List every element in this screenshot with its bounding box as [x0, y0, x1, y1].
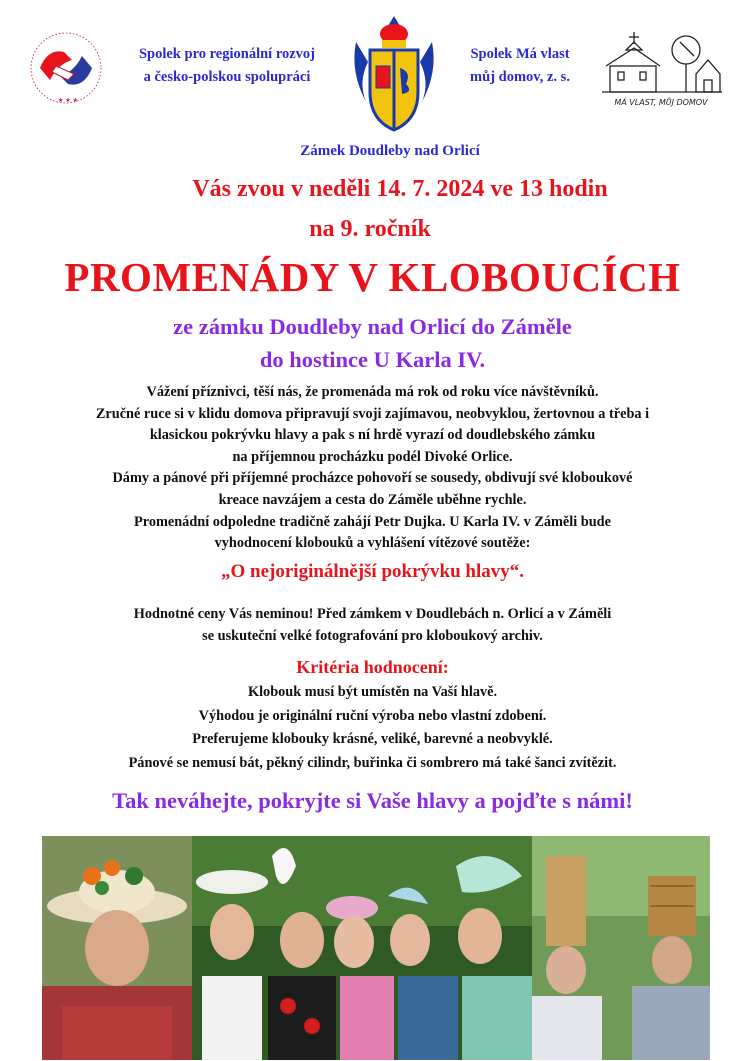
org-right: [450, 43, 590, 89]
body-line: kreace navzájem a cesta do Záměle uběhne rychle.: [218, 491, 527, 508]
svg-text:★ ★ ★: ★ ★ ★: [58, 97, 78, 104]
org-right-line2: můj domov, z. s.: [470, 69, 570, 85]
coat-of-arms: [348, 12, 440, 134]
criteria-item: Klobouk musí být umístěn na Vaší hlavě.: [247, 684, 498, 700]
main-title: PROMENÁDY V KLOBOUCÍCH: [64, 254, 681, 300]
body-line: Hodnotné ceny Vás neminou! Před zámkem v Doudlebách n. Orlicí a v Záměli: [133, 606, 612, 622]
body-text-2: [0, 604, 745, 647]
body-line: klasickou pokrývku hlavy a pak s ní hrdě vyrazí od doudlebského zámku: [149, 427, 596, 444]
org-right-line1: Spolek Má vlast: [470, 46, 570, 62]
invite-line-1: Vás zvou v neděli 14. 7. 2024 ve 13 hodin: [192, 176, 608, 202]
route-line-2: do hostince U Karla IV.: [259, 347, 486, 372]
criteria-heading: Kritéria hodnocení:: [296, 657, 449, 677]
body-line: Zručné ruce si v klidu domova připravují svoji zajímavou, neobvyklou, žertovnou a třeba i: [95, 405, 650, 422]
body-line: na příjemnou procházku podél Divoké Orlice.: [232, 448, 513, 465]
org-left-line1: Spolek pro regionální rozvoj: [138, 46, 316, 62]
body-line: vyhodnocení klobouků a vyhlášení vítězové soutěže:: [214, 535, 531, 552]
photo-flower-hat-woman: [42, 836, 192, 1060]
invite-line-2: na 9. ročník: [309, 216, 431, 242]
org-left-line2: a česko-polskou spolupráci: [143, 69, 311, 85]
route-line-1: ze zámku Doudleby nad Orlicí do Záměle: [173, 314, 572, 339]
body-line: Promenádní odpoledne tradičně zahájí Petr Dujka. U Karla IV. v Záměli bude: [134, 513, 611, 530]
venue: Zámek Doudleby nad Orlicí: [300, 143, 480, 159]
photo-tall-hats: [532, 836, 710, 1060]
org-left: [112, 43, 342, 89]
village-logo-caption: MÁ VLAST, MŮJ DOMOV: [614, 98, 708, 107]
contest-name: „O nejoriginálnější pokrývku hlavy“.: [221, 561, 524, 582]
criteria-item: Výhodou je originální ruční výroba nebo vlastní zdobení.: [198, 707, 547, 724]
body-line: se uskuteční velké fotografování pro kloboukový archiv.: [202, 627, 543, 644]
closing-line: Tak neváhejte, pokryjte si Vaše hlavy a pojďte s námi!: [112, 788, 633, 813]
body-line: Dámy a pánové při příjemné procházce pohovoří se sousedy, obdivují své kloboukové: [112, 470, 633, 487]
criteria-item: Preferujeme klobouky krásné, veliké, barevné a neobvyklé.: [192, 731, 553, 748]
photo-ladies-in-hats: [192, 836, 532, 1060]
body-text: [0, 382, 745, 555]
criteria-item: Pánové se nemusí bát, pěkný cilindr, buřinka či sombrero má také šanci zvítězit.: [128, 754, 617, 771]
handshake-logo: [28, 30, 104, 106]
body-line: Vážení příznivci, těší nás, že promenáda má rok od roku více návštěvníků.: [146, 384, 599, 400]
criteria-list: [0, 681, 745, 775]
